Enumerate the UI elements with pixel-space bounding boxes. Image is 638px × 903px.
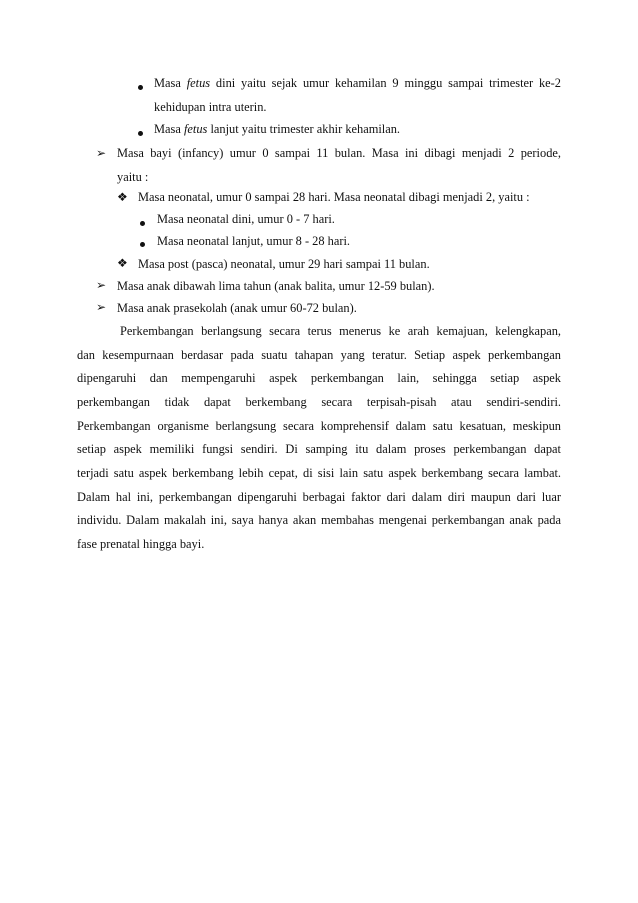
arrow-bullet-icon: ➢ [96,300,107,314]
paragraph-line: perkembangan tidak dapat berkembang secara terpisah-pisah atau sendiri-sendiri. [77,395,561,409]
paragraph-line: dipengaruhi dan mempengaruhi aspek perkembangan lain, sehingga setiap aspek [77,371,561,385]
paragraph-line: fase prenatal hingga bayi. [77,537,205,551]
list-item-balita: Masa anak dibawah lima tahun (anak balita, umur 12-59 bulan). [117,279,435,293]
list-item-neonatal-dini: Masa neonatal dini, umur 0 - 7 hari. [157,212,335,226]
bullet-dot-icon [140,221,145,226]
paragraph-line: individu. Dalam makalah ini, saya hanya akan membahas mengenai perkembangan anak pada [77,513,561,527]
paragraph-line: terjadi satu aspek berkembang lebih cepat, di sisi lain satu aspek berkembang secara lambat. [77,466,561,480]
paragraph-line: Dalam hal ini, perkembangan dipengaruhi berbagai faktor dari dalam diri maupun dari luar [77,490,561,504]
list-item-fetus-dini: Masa fetus dini yaitu sejak umur kehamilan 9 minggu sampai trimester ke-2 [154,76,561,90]
list-item-masa-bayi-continued: yaitu : [117,170,149,184]
diamond-bullet-icon: ❖ [117,256,128,270]
paragraph-line: Perkembangan berlangsung secara terus menerus ke arah kemajuan, kelengkapan, [120,324,561,338]
bullet-dot-icon [138,131,143,136]
paragraph-line: dan kesempurnaan berdasar pada suatu tahapan yang teratur. Setiap aspek perkembangan [77,348,561,362]
diamond-bullet-icon: ❖ [117,190,128,204]
list-item-masa-bayi: Masa bayi (infancy) umur 0 sampai 11 bulan. Masa ini dibagi menjadi 2 periode, [117,146,561,160]
paragraph-line: setiap aspek memiliki fungsi sendiri. Di samping itu dalam proses perkembangan dapat [77,442,561,456]
paragraph-line: Perkembangan organisme berlangsung secara komprehensif dalam satu kesatuan, meskipun [77,419,561,433]
bullet-dot-icon [138,85,143,90]
list-item-fetus-lanjut: Masa fetus lanjut yaitu trimester akhir kehamilan. [154,122,401,136]
list-item-prasekolah: Masa anak prasekolah (anak umur 60-72 bulan). [117,301,357,315]
arrow-bullet-icon: ➢ [96,278,107,292]
bullet-dot-icon [140,242,145,247]
list-item-fetus-dini-continued: kehidupan intra uterin. [154,100,267,114]
list-item-neonatal-lanjut: Masa neonatal lanjut, umur 8 - 28 hari. [157,234,351,248]
list-item-neonatal: Masa neonatal, umur 0 sampai 28 hari. Masa neonatal dibagi menjadi 2, yaitu : [138,190,530,204]
list-item-post-neonatal: Masa post (pasca) neonatal, umur 29 hari sampai 11 bulan. [138,257,430,271]
arrow-bullet-icon: ➢ [96,146,107,160]
